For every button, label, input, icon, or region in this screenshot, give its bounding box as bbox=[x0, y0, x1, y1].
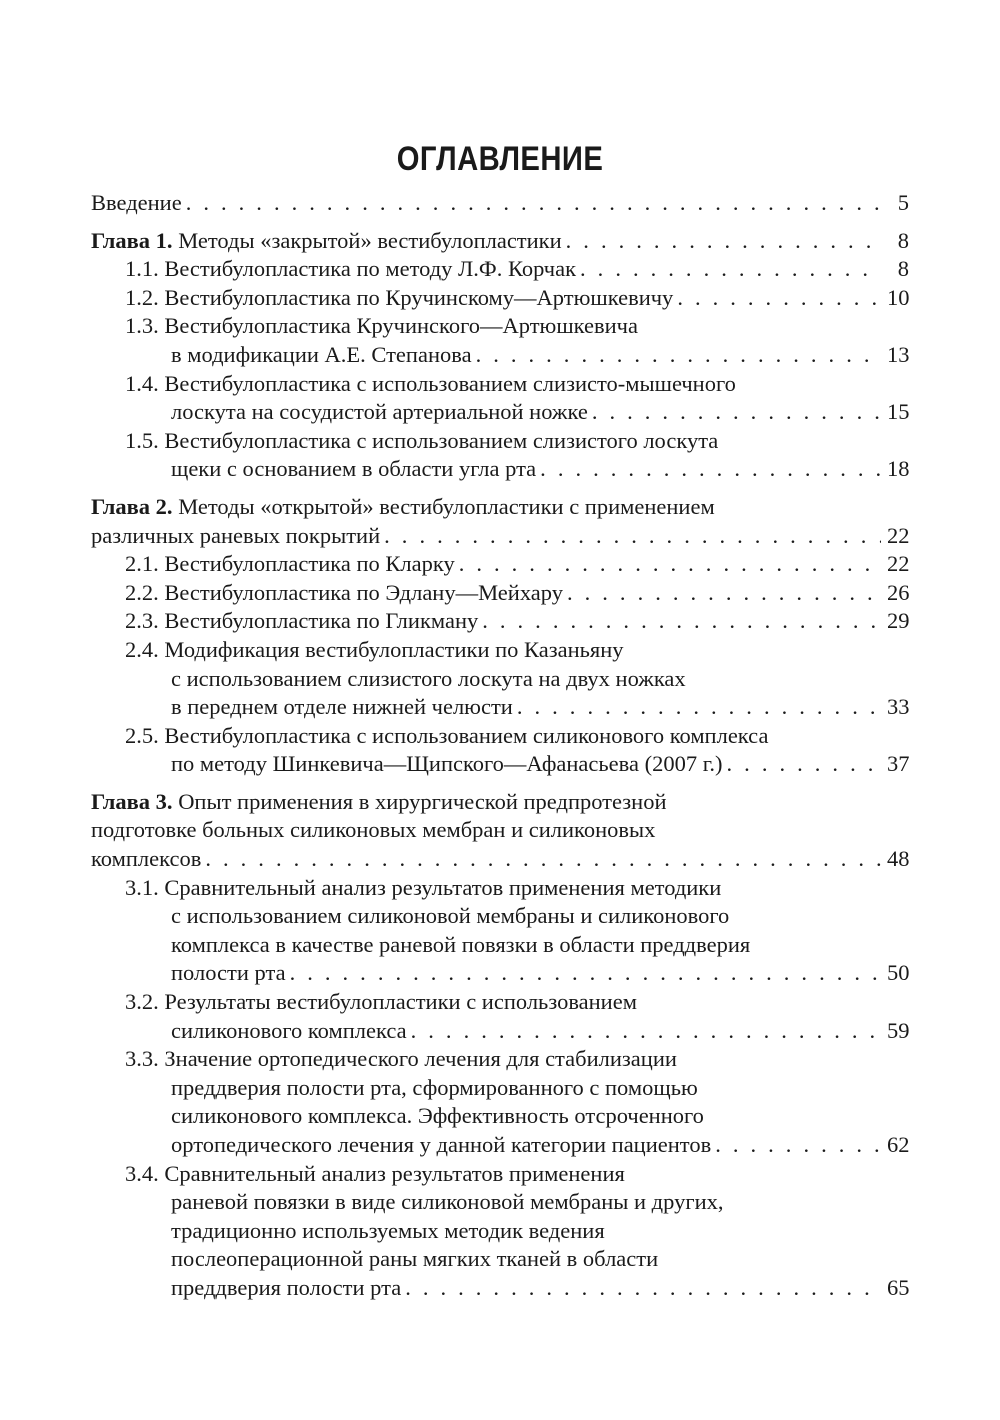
section-title-cont: с использованием слизистого лоскута на двух ножках bbox=[171, 665, 686, 691]
toc-section-1-2 bbox=[91, 284, 909, 313]
page-number: 33 bbox=[887, 694, 910, 720]
chapter-title-cont: комплексов bbox=[91, 846, 202, 872]
chapter-label: Глава 3. bbox=[91, 788, 173, 814]
leader-dots bbox=[727, 750, 881, 779]
section-number: 1.4. bbox=[125, 370, 159, 396]
toc-section-2-3 bbox=[91, 607, 909, 636]
toc-chapter-2 bbox=[91, 493, 909, 550]
section-title: Вестибулопластика с использованием слизисто-мышечного bbox=[164, 370, 736, 396]
chapter-label: Глава 2. bbox=[91, 493, 173, 519]
toc-section-1-4 bbox=[91, 370, 909, 427]
leader-dots bbox=[567, 579, 881, 608]
section-title: Вестибулопластика с использованием силиконового комплекса bbox=[164, 722, 769, 748]
page-title: ОГЛАВЛЕНИЕ bbox=[396, 140, 604, 178]
page-number: 5 bbox=[897, 190, 909, 215]
section-number: 2.3. bbox=[125, 608, 159, 634]
section-title: Вестибулопластика по Гликману bbox=[164, 608, 479, 634]
section-title-cont: в переднем отделе нижней челюсти bbox=[171, 694, 513, 720]
page-number: 13 bbox=[887, 341, 910, 367]
page-number: 59 bbox=[887, 1017, 910, 1043]
toc-chapter-1 bbox=[91, 227, 909, 256]
section-title-cont: комплекса в качестве раневой повязки в области преддверия bbox=[171, 931, 751, 957]
page-number: 15 bbox=[887, 399, 910, 425]
section-title-cont: силиконового комплекса. Эффективность отсроченного bbox=[171, 1103, 704, 1129]
section-title: Вестибулопластика по методу Л.Ф. Корчак bbox=[164, 256, 577, 282]
page-number: 26 bbox=[887, 579, 910, 605]
toc-section-2-4 bbox=[91, 636, 909, 722]
section-number: 1.5. bbox=[125, 427, 159, 453]
page-number: 37 bbox=[887, 751, 910, 777]
leader-dots bbox=[476, 341, 881, 370]
leader-dots bbox=[566, 227, 881, 256]
section-title-cont: преддверия полости рта bbox=[171, 1274, 402, 1300]
section-title: Вестибулопластика по Эдлану—Мейхару bbox=[164, 579, 563, 605]
leader-dots bbox=[580, 255, 881, 284]
section-number: 1.2. bbox=[125, 284, 159, 310]
leader-dots bbox=[411, 1017, 881, 1046]
leader-dots bbox=[290, 959, 881, 988]
chapter-title: Методы «открытой» вестибулопластики с применением bbox=[178, 493, 715, 519]
chapter-title: Методы «закрытой» вестибулопластики bbox=[178, 227, 562, 253]
leader-dots bbox=[592, 398, 881, 427]
toc-section-2-5 bbox=[91, 722, 909, 779]
page-number: 50 bbox=[887, 960, 910, 986]
section-title: Результаты вестибулопластики с использованием bbox=[164, 989, 637, 1015]
section-title: Модификация вестибулопластики по Казаньяну bbox=[164, 636, 624, 662]
leader-dots bbox=[715, 1131, 881, 1160]
section-number: 3.1. bbox=[125, 874, 159, 900]
toc-section-1-1 bbox=[91, 255, 909, 284]
toc-section-2-2 bbox=[91, 579, 909, 608]
section-title: Вестибулопластика по Кручинскому—Артюшкевичу bbox=[164, 284, 674, 310]
section-number: 3.3. bbox=[125, 1046, 159, 1072]
chapter-label: Глава 1. bbox=[91, 227, 173, 253]
toc-section-3-1 bbox=[91, 874, 909, 988]
section-title: Значение ортопедического лечения для стабилизации bbox=[164, 1046, 677, 1072]
page-number: 8 bbox=[897, 227, 909, 253]
chapter-title-cont: подготовке больных силиконовых мембран и силиконовых bbox=[91, 817, 656, 843]
section-number: 2.5. bbox=[125, 722, 159, 748]
section-number: 1.3. bbox=[125, 313, 159, 339]
leader-dots bbox=[186, 189, 881, 218]
table-of-contents bbox=[91, 189, 909, 1303]
section-title: Вестибулопластика по Кларку bbox=[164, 551, 455, 577]
section-title: Сравнительный анализ результатов применения bbox=[164, 1160, 625, 1186]
section-number: 3.4. bbox=[125, 1160, 159, 1186]
page-number: 8 bbox=[897, 256, 909, 282]
section-title-cont: послеоперационной раны мягких тканей в области bbox=[171, 1246, 659, 1272]
section-title-cont: традиционно используемых методик ведения bbox=[171, 1217, 605, 1243]
leader-dots bbox=[482, 607, 881, 636]
section-title-cont: полости рта bbox=[171, 960, 286, 986]
section-number: 2.4. bbox=[125, 636, 159, 662]
section-number: 3.2. bbox=[125, 989, 159, 1015]
leader-dots bbox=[517, 693, 881, 722]
section-title: Вестибулопластика с использованием слизистого лоскута bbox=[164, 427, 719, 453]
toc-entry-intro bbox=[91, 189, 909, 218]
section-title-cont: по методу Шинкевича—Щипского—Афанасьева (2007 г.) bbox=[171, 751, 723, 777]
leader-dots bbox=[205, 845, 881, 874]
page-number: 10 bbox=[887, 284, 910, 310]
section-title-cont: силиконового комплекса bbox=[171, 1017, 407, 1043]
section-title-cont: раневой повязки в виде силиконовой мембраны и других, bbox=[171, 1189, 724, 1215]
page-number: 22 bbox=[887, 522, 910, 548]
leader-dots bbox=[677, 284, 881, 313]
toc-chapter-3 bbox=[91, 788, 909, 874]
section-title: Вестибулопластика Кручинского—Артюшкевича bbox=[164, 313, 638, 339]
section-title-cont: щеки с основанием в области угла рта bbox=[171, 456, 537, 482]
section-number: 2.1. bbox=[125, 551, 159, 577]
toc-section-1-5 bbox=[91, 427, 909, 484]
chapter-title: Опыт применения в хирургической предпротезной bbox=[178, 788, 667, 814]
page-number: 22 bbox=[887, 551, 910, 577]
leader-dots bbox=[384, 522, 881, 551]
page-number: 62 bbox=[887, 1132, 910, 1157]
leader-dots bbox=[405, 1274, 881, 1303]
toc-section-3-4 bbox=[91, 1160, 909, 1303]
toc-section-3-2 bbox=[91, 988, 909, 1045]
section-number: 1.1. bbox=[125, 256, 159, 282]
section-title-cont: в модификации А.Е. Степанова bbox=[171, 341, 472, 367]
leader-dots bbox=[540, 455, 881, 484]
toc-entry-text: Введение bbox=[91, 190, 182, 215]
section-title-cont: преддверия полости рта, сформированного с помощью bbox=[171, 1074, 698, 1100]
section-title-cont: с использованием силиконовой мембраны и силиконового bbox=[171, 903, 730, 929]
leader-dots bbox=[459, 550, 881, 579]
page-number: 18 bbox=[887, 456, 910, 482]
toc-section-3-3 bbox=[91, 1045, 909, 1159]
section-title: Сравнительный анализ результатов применения методики bbox=[164, 874, 722, 900]
toc-section-1-3 bbox=[91, 312, 909, 369]
toc-section-2-1 bbox=[91, 550, 909, 579]
page-number: 48 bbox=[887, 846, 910, 872]
section-number: 2.2. bbox=[125, 579, 159, 605]
chapter-title-cont: различных раневых покрытий bbox=[91, 522, 381, 548]
page-number: 65 bbox=[887, 1274, 910, 1300]
section-title-cont: лоскута на сосудистой артериальной ножке bbox=[171, 399, 588, 425]
section-title-cont: ортопедического лечения у данной категории пациентов bbox=[171, 1132, 712, 1157]
page-number: 29 bbox=[887, 608, 910, 634]
